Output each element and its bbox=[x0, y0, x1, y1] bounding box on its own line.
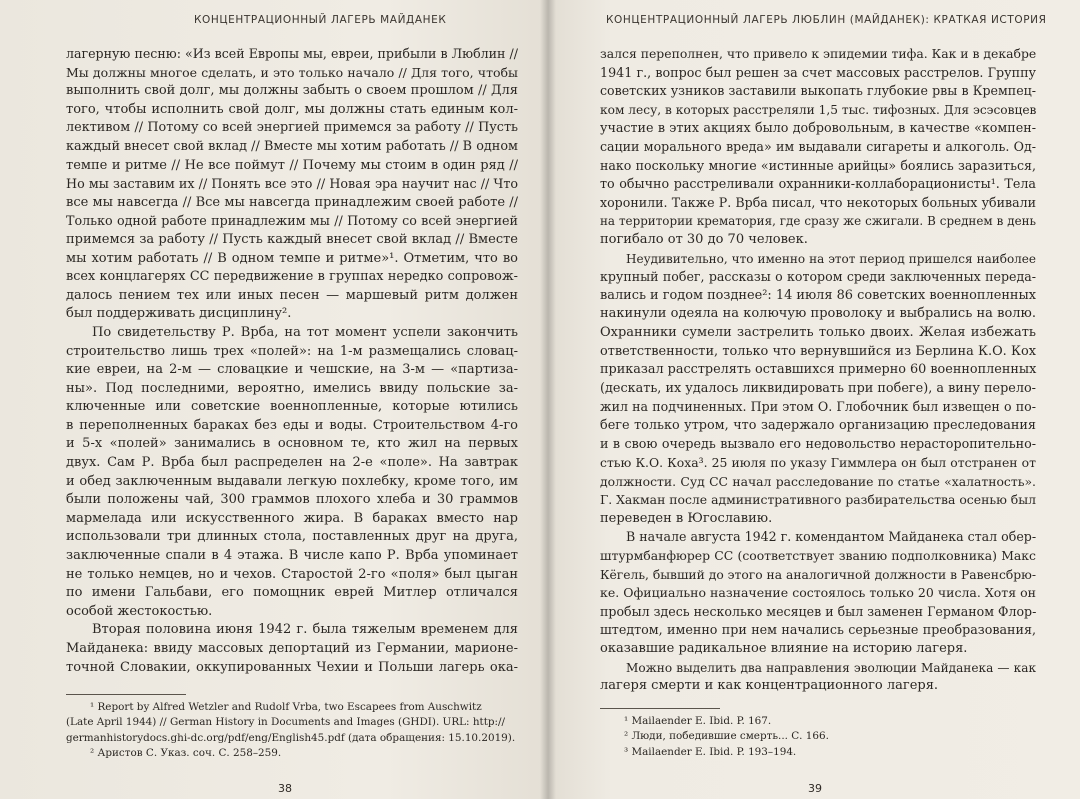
footnote-line: (Late April 1944) // German History in Documents and Images (GHDI). URL: http:// bbox=[66, 716, 506, 729]
text-line: пробыл здесь несколько месяцев и был заменен Германом Флор- bbox=[600, 603, 1037, 619]
text-line: зался переполнен, что привело к эпидемии тифа. Как и в декабре bbox=[600, 46, 1037, 61]
text-line: должности. Суд СС начал расследование по статье «халатность». bbox=[600, 473, 1036, 489]
text-line: По свидетельству Р. Врба, на тот момент успели закончить bbox=[92, 324, 518, 340]
text-line: сации морального вреда» им выдавали сигареты и алкоголь. Од- bbox=[600, 138, 1036, 154]
text-line: темпе и ритме // Не все поймут // Почему мы стоим в один ряд // bbox=[66, 157, 518, 173]
text-line: ключенные или советские военнопленные, которые ютились bbox=[66, 399, 518, 415]
text-line: и обед заключенным выдавали легкую похлебку, кроме того, им bbox=[66, 473, 518, 489]
text-line: погибало от 30 до 70 человек. bbox=[600, 231, 808, 247]
text-line: штурмбанфюрер СС (соответствует званию подполковника) Макс bbox=[600, 548, 1036, 564]
text-line: не только немцев, но и чехов. Старостой 2-го «поля» был цыган bbox=[66, 566, 518, 582]
text-line: кие евреи, на 2-м — словацкие и чешские, на 3-м — «партиза- bbox=[66, 362, 518, 378]
text-line: ны». Под последними, вероятно, имелись ввиду польские за- bbox=[66, 380, 518, 396]
text-line: мы хотим работать // В одном темпе и ритме»¹. Отметим, что во bbox=[66, 250, 518, 266]
text-line: накинули одеяла на колючую проволоку и выбрались на волю. bbox=[600, 306, 1036, 322]
footnote-line: germanhistorydocs.ghi-dc.org/pdf/eng/English45.pdf (дата обращения: 15.10.2019). bbox=[66, 731, 516, 744]
text-line: приказал расстрелять оставшихся примерно 60 военнопленных bbox=[600, 362, 1037, 378]
text-line: и 5-х «полей» занимались в основном те, кто жил на первых bbox=[66, 436, 518, 452]
footnote-line: ¹ Report by Alfred Wetzler and Rudolf Vrba, two Escapees from Auschwitz bbox=[90, 701, 482, 713]
text-line: (дескать, их удалось ликвидировать при побеге), а вину перело- bbox=[600, 380, 1036, 396]
footnote-divider bbox=[66, 694, 186, 695]
footnote-line: ² Люди, победившие смерть... С. 166. bbox=[624, 730, 829, 743]
text-line: мармелада или искусственного жира. В бараках вместо нар bbox=[66, 510, 518, 526]
text-line: нако поскольку многие «истинные арийцы» боялись заразиться, bbox=[600, 157, 1036, 173]
text-line: В начале августа 1942 г. комендантом Майданека стал обер- bbox=[626, 529, 1037, 545]
running-header: КОНЦЕНТРАЦИОННЫЙ ЛАГЕРЬ МАЙДАНЕК bbox=[194, 14, 447, 26]
footnote-line: ² Аристов С. Указ. соч. С. 258–259. bbox=[90, 747, 282, 760]
text-line: Можно выделить два направления эволюции Майданека — как bbox=[626, 660, 1036, 675]
text-line: были положены чай, 300 граммов плохого хлеба и 30 граммов bbox=[66, 492, 518, 508]
text-line: особой жестокостью. bbox=[66, 603, 213, 619]
footnotes bbox=[600, 714, 1036, 760]
text-line: Г. Хакман после административного разбирательства осенью был bbox=[600, 492, 1036, 508]
text-line: переведен в Югославию. bbox=[600, 510, 773, 526]
text-line: Мы должны многое сделать, и это только начало // Для того, чтобы bbox=[66, 64, 518, 80]
page-body bbox=[66, 45, 518, 677]
text-line: вались и годом позднее²: 14 июля 86 советских военнопленных bbox=[600, 287, 1037, 303]
text-line: был поддерживать дисциплину². bbox=[66, 306, 292, 322]
text-line: беге только утром, что задержало организацию преследования bbox=[600, 417, 1036, 433]
text-line: Но мы заставим их // Понять все это // Новая эра научит нас // Что bbox=[66, 176, 518, 192]
text-line: того, чтобы исполнить свой долг, мы должны стать единым кол- bbox=[66, 101, 518, 117]
text-line: жил на подчиненных. При этом О. Глобочник был извещен о по- bbox=[600, 399, 1036, 415]
text-line: по имени Гальбави, его помощник еврей Митлер отличался bbox=[66, 585, 518, 601]
page-body bbox=[600, 45, 1036, 696]
text-line: то обычно расстреливали охранники-коллаборационисты¹. Тела bbox=[600, 176, 1036, 192]
text-line: выполнить свой долг, мы должны забыть о своем прошлом // Для bbox=[66, 83, 518, 99]
page-number: 39 bbox=[808, 782, 822, 795]
text-line: ком лесу, в которых расстреляли 1,5 тыс. тифозных. Для эсэсовцев bbox=[600, 102, 1037, 117]
text-line: заключенные спали в 4 этажа. В числе капо Р. Врба упоминает bbox=[66, 548, 518, 564]
text-line: оказавшие радикальное влияние на историю лагеря. bbox=[600, 641, 968, 656]
text-line: Майданека: ввиду массовых депортаций из Германии, марионе- bbox=[66, 641, 518, 656]
text-line: далось пением тех или иных песен — маршевый ритм должен bbox=[66, 287, 518, 303]
text-line: участие в этих акциях было добровольным, в качестве «компен- bbox=[600, 120, 1036, 136]
text-line: хоронили. Также Р. Врба писал, что некоторых больных убивали bbox=[600, 194, 1036, 210]
text-line: стью К.О. Коха³. 25 июля по указу Гиммлера он был отстранен от bbox=[600, 455, 1036, 471]
text-line: примемся за работу // Пусть каждый внесет свой вклад // Вместе bbox=[66, 231, 518, 247]
footnotes bbox=[66, 700, 518, 762]
text-line: все мы навсегда // Все мы навсегда принадлежим своей работе // bbox=[66, 194, 518, 210]
text-line: лективом // Потому со всей энергией примемся за работу // Пусть bbox=[66, 120, 518, 136]
footnote-line: ³ Mailaender E. Ibid. P. 193–194. bbox=[624, 745, 797, 758]
text-line: Только одной работе принадлежим мы // Потому со всей энергией bbox=[66, 213, 518, 229]
text-line: 1941 г., вопрос был решен за счет массовых расстрелов. Группу bbox=[600, 64, 1036, 80]
text-line: в переполненных бараках без еды и воды. Строительством 4-го bbox=[66, 417, 518, 433]
text-line: каждый внесет свой вклад // Вместе мы хотим работать // В одном bbox=[66, 138, 518, 154]
text-line: строительство лишь трех «полей»: на 1-м размещались словац- bbox=[66, 343, 518, 359]
text-line: использовали три длинных стола, поставленных друг на друга, bbox=[66, 529, 518, 545]
right-page bbox=[548, 0, 1080, 799]
text-line: Кёгель, бывший до этого на аналогичной должности в Равенсбрю- bbox=[600, 567, 1036, 582]
text-line: Охранники сумели застрелить только двоих. Желая избежать bbox=[600, 324, 1036, 340]
text-line: и в свою очередь вызвало его недовольство нерасторопительно- bbox=[600, 436, 1036, 452]
footnote-divider bbox=[600, 708, 720, 709]
text-line: ответственности, только что вернувшийся из Берлина К.О. Кох bbox=[600, 343, 1036, 359]
text-line: точной Словакии, оккупированных Чехии и Польши лагерь ока- bbox=[66, 659, 518, 675]
text-line: крупный побег, рассказы о котором среди заключенных переда- bbox=[600, 269, 1036, 285]
page-number: 38 bbox=[278, 782, 292, 795]
text-line: на территории крематория, где сразу же сжигали. В среднем в день bbox=[600, 214, 1036, 229]
text-line: двух. Сам Р. Врба был распределен на 2-е «поле». На завтрак bbox=[66, 455, 518, 471]
text-line: ке. Официально назначение состоялось только 20 числа. Хотя он bbox=[600, 585, 1036, 601]
text-line: всех концлагерях СС передвижение в группах нередко сопровож- bbox=[66, 269, 518, 285]
text-line: лагеря смерти и как концентрационного лагеря. bbox=[600, 678, 939, 694]
text-line: Вторая половина июня 1942 г. была тяжелым временем для bbox=[92, 622, 518, 638]
text-line: штедтом, именно при нем начались серьезные преобразования, bbox=[600, 622, 1036, 638]
running-header: КОНЦЕНТРАЦИОННЫЙ ЛАГЕРЬ ЛЮБЛИН (МАЙДАНЕК): КРАТКАЯ ИСТОРИЯ bbox=[606, 14, 1047, 26]
text-line: лагерную песню: «Из всей Европы мы, евреи, прибыли в Люблин // bbox=[66, 46, 518, 61]
book-gutter bbox=[540, 0, 556, 799]
footnote-line: ¹ Mailaender E. Ibid. P. 167. bbox=[624, 715, 772, 727]
text-line: Неудивительно, что именно на этот период пришелся наиболее bbox=[626, 251, 1036, 266]
text-line: советских узников заставили выкопать глубокие рвы в Кремпец- bbox=[600, 83, 1036, 99]
